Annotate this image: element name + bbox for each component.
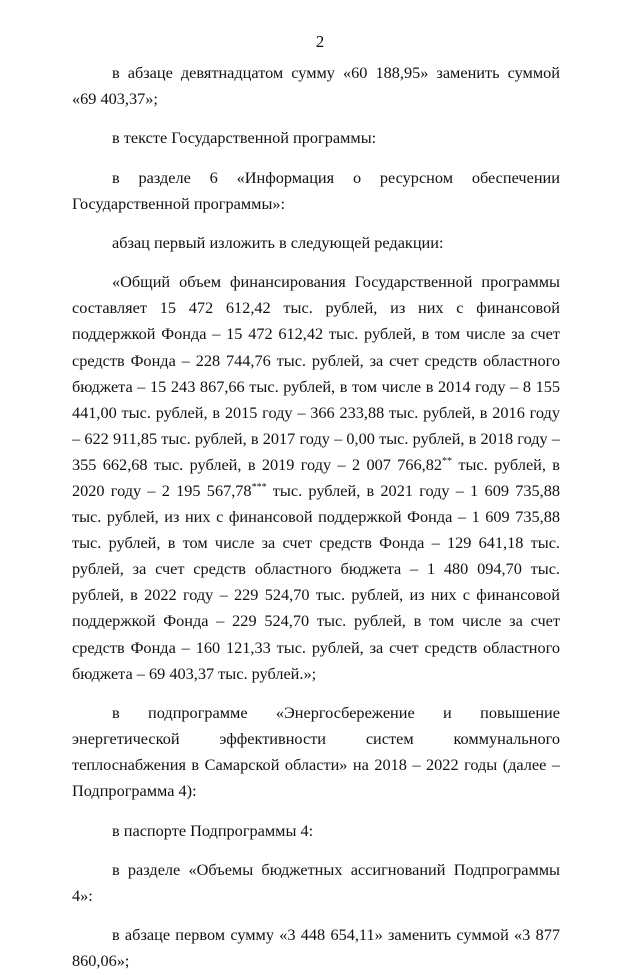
document-body — [72, 60, 560, 975]
paragraph-3: в разделе 6 «Информация о ресурсном обеспечении Государственной программы»: — [72, 167, 560, 213]
footnote-mark-1: ** — [442, 455, 453, 467]
paragraph-1: в абзаце девятнадцатом сумму «60 188,95» заменить суммой «69 403,37»; — [72, 63, 560, 109]
funding-text-part-2: тыс. рублей, в 2020 году – 2 195 567,78 — [72, 454, 560, 500]
funding-paragraph — [72, 269, 560, 687]
page-number: 2 — [315, 32, 325, 51]
paragraph-7: в паспорте Подпрограммы 4: — [112, 820, 314, 840]
paragraph-4: абзац первый изложить в следующей редакции: — [112, 233, 444, 253]
footnote-mark-2: *** — [251, 481, 267, 493]
paragraph-9: в абзаце первом сумму «3 448 654,11» заменить суммой «3 877 860,06»; — [72, 925, 560, 971]
paragraph-6: в подпрограмме «Энергосбережение и повышение энергетической эффективности систем коммунального теплоснабжения в Самарской области» на 2018 – 2022 годы (далее – Подпрограмма 4): — [72, 702, 560, 801]
funding-text-part-1: «Общий объем финансирования Государственной программы составляет 15 472 612,42 тыс. рублей, из них с финансовой поддержкой Фонда – 15 472 612,42 тыс. рублей, в том числе за счет средств Фонда – 228 744,76 тыс. рублей, за счет средств областного бюджета – 15 243 867,66 тыс. рублей, в том числе в 2014 году – 8 155 441,00 тыс. рублей, в 2015 году – 366 233,88 тыс. рублей, в 2016 году – 622 911,85 тыс. рублей, в 2017 году – 0,00 тыс. рублей, в 2018 году – 355 662,68 тыс. рублей, в 2019 году – 2 007 766,82 — [72, 272, 560, 474]
paragraph-8: в разделе «Объемы бюджетных ассигнований Подпрограммы 4»: — [72, 859, 560, 905]
funding-text-part-3: тыс. рублей, в 2021 году – 1 609 735,88 тыс. рублей, из них с финансовой поддержкой Фонда – 1 609 735,88 тыс. рублей, в том числе за счет средств Фонда – 129 641,18 тыс. рублей, за счет средств областного бюджета – 1 480 094,70 тыс. рублей, в 2022 году – 229 524,70 тыс. рублей, из них с финансовой поддержкой Фонда – 229 524,70 тыс. рублей, в том числе за счет средств Фонда – 160 121,33 тыс. рублей, за счет средств областного бюджета – 69 403,37 тыс. рублей.»; — [72, 480, 560, 683]
paragraph-2: в тексте Государственной программы: — [112, 128, 377, 148]
